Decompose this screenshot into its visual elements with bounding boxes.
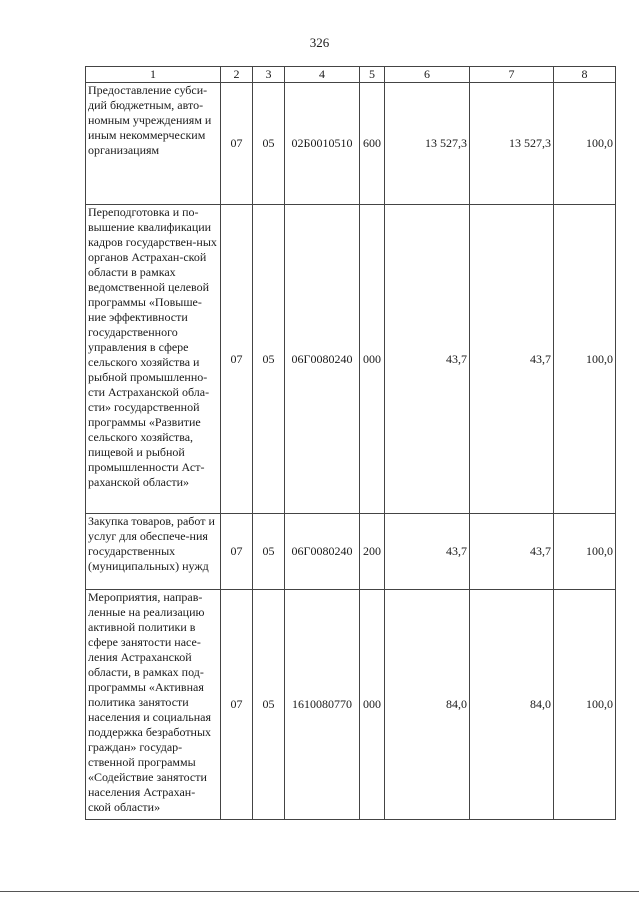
budget-table: [85, 66, 616, 820]
execution-percent: 100,0: [554, 205, 616, 514]
target-article-code: 02Б0010510: [285, 83, 360, 205]
target-article-code: 1610080770: [285, 590, 360, 820]
execution-percent: 100,0: [554, 514, 616, 590]
executed-amount: 43,7: [470, 514, 554, 590]
target-article-code: 06Г0080240: [285, 205, 360, 514]
table-header-row: [86, 67, 616, 83]
table-row: [86, 83, 616, 205]
planned-amount: 43,7: [385, 514, 470, 590]
column-header-8: 8: [554, 67, 616, 83]
expense-type-code: 000: [360, 590, 385, 820]
section-code: 07: [221, 205, 253, 514]
table-row: [86, 514, 616, 590]
subsection-code: 05: [253, 590, 285, 820]
execution-percent: 100,0: [554, 83, 616, 205]
target-article-code: 06Г0080240: [285, 514, 360, 590]
expense-type-code: 000: [360, 205, 385, 514]
column-header-3: 3: [253, 67, 285, 83]
column-header-2: 2: [221, 67, 253, 83]
subsection-code: 05: [253, 83, 285, 205]
row-description: Мероприятия, направ-ленные на реализацию активной политики в сфере занятости насе-ления Астраханской области, в рамках под-программы «Активная политика занятости населения и социальная поддержка безработных граждан» государ-ственной программы «Содействие занятости населения Астрахан-ской области»: [86, 590, 221, 820]
executed-amount: 84,0: [470, 590, 554, 820]
column-header-4: 4: [285, 67, 360, 83]
table-row: [86, 590, 616, 820]
planned-amount: 13 527,3: [385, 83, 470, 205]
column-header-1: 1: [86, 67, 221, 83]
expense-type-code: 600: [360, 83, 385, 205]
subsection-code: 05: [253, 205, 285, 514]
section-code: 07: [221, 590, 253, 820]
execution-percent: 100,0: [554, 590, 616, 820]
executed-amount: 13 527,3: [470, 83, 554, 205]
section-code: 07: [221, 514, 253, 590]
planned-amount: 84,0: [385, 590, 470, 820]
row-description: Закупка товаров, работ и услуг для обеспече-ния государственных (муниципальных) нужд: [86, 514, 221, 590]
row-description: Предоставление субси-дий бюджетным, авто-номным учреждениям и иным некоммерческим организациям: [86, 83, 221, 205]
page-bottom-divider: [0, 891, 639, 892]
row-description: Переподготовка и по-вышение квалификации кадров государствен-ных органов Астрахан-ской области в рамках ведомственной целевой программы «Повыше-ние эффективности государственного управления в сфере сельского хозяйства и рыбной промышленно-сти Астраханской обла-сти» государственной программы «Развитие сельского хозяйства, пищевой и рыбной промышленности Аст-раханской области»: [86, 205, 221, 514]
subsection-code: 05: [253, 514, 285, 590]
table-row: [86, 205, 616, 514]
column-header-6: 6: [385, 67, 470, 83]
expense-type-code: 200: [360, 514, 385, 590]
planned-amount: 43,7: [385, 205, 470, 514]
executed-amount: 43,7: [470, 205, 554, 514]
page-number: 326: [309, 35, 330, 50]
column-header-5: 5: [360, 67, 385, 83]
section-code: 07: [221, 83, 253, 205]
column-header-7: 7: [470, 67, 554, 83]
